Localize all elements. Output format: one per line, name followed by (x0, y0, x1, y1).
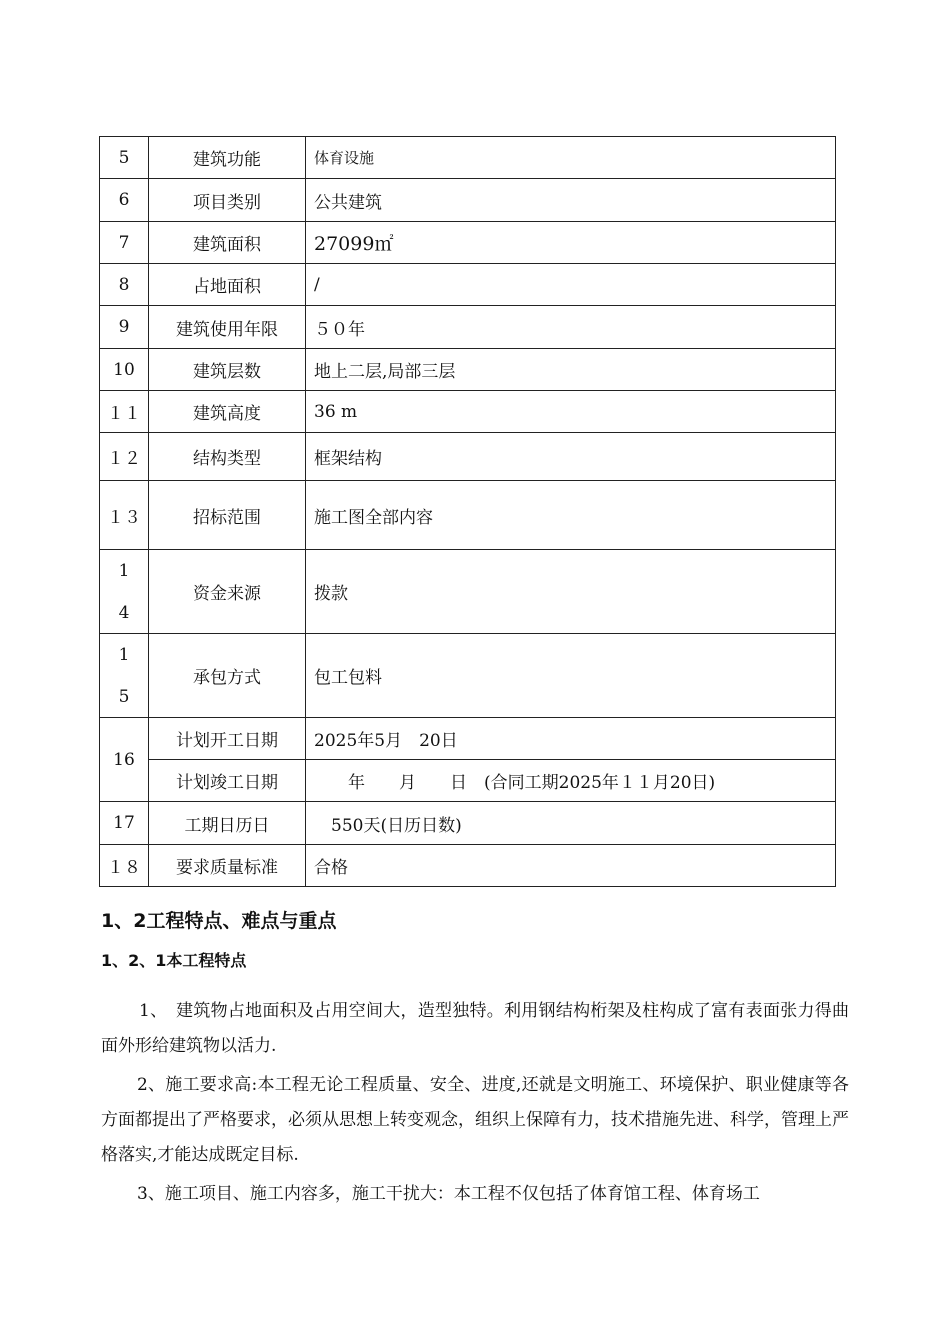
row-label: 建筑高度 (149, 391, 306, 433)
row-number: 6 (100, 179, 149, 222)
row-label: 招标范围 (149, 481, 306, 550)
table-row (100, 391, 836, 433)
table-row (100, 433, 836, 481)
row-number (100, 550, 149, 634)
row-number: １２ (100, 433, 149, 481)
row-number: 17 (100, 802, 149, 845)
table-row (100, 264, 836, 306)
row-label: 计划竣工日期 (149, 760, 306, 802)
row-value: 550天(日历日数) (306, 802, 836, 845)
row-value: ５０年 (306, 306, 836, 349)
table-row (100, 718, 836, 760)
row-label: 承包方式 (149, 634, 306, 718)
subsection-heading: 1、2、1本工程特点 (101, 951, 247, 970)
row-number-bottom: 4 (118, 602, 130, 623)
row-number-top: 1 (118, 644, 130, 665)
table-row (100, 550, 836, 634)
row-label: 建筑功能 (149, 137, 306, 179)
table-row (100, 306, 836, 349)
row-value: 体育设施 (306, 137, 836, 179)
table-row (100, 845, 836, 887)
row-label: 建筑面积 (149, 222, 306, 264)
table-row (100, 760, 836, 802)
row-value: 公共建筑 (306, 179, 836, 222)
row-number: 9 (100, 306, 149, 349)
paragraph: 3、施工项目、施工内容多，施工干扰大：本工程不仅包括了体育馆工程、体育场工 (137, 1184, 760, 1204)
row-number: １３ (100, 481, 149, 550)
row-value: 拨款 (306, 550, 836, 634)
table-row (100, 802, 836, 845)
row-value: 27099㎡ (306, 222, 836, 264)
row-value: 地上二层,局部三层 (306, 349, 836, 391)
row-number: 5 (100, 137, 149, 179)
row-number: 10 (100, 349, 149, 391)
row-number: 7 (100, 222, 149, 264)
row-value: / (306, 264, 836, 306)
row-value: 36 m (306, 391, 836, 433)
table-row (100, 222, 836, 264)
row-label: 建筑使用年限 (149, 306, 306, 349)
table-row (100, 634, 836, 718)
row-label: 计划开工日期 (149, 718, 306, 760)
row-label: 建筑层数 (149, 349, 306, 391)
row-number: 16 (100, 718, 149, 802)
row-number-top: 1 (118, 560, 130, 581)
table-row (100, 179, 836, 222)
row-value: 年 月 日 (合同工期2025年１１月20日) (306, 760, 836, 802)
section-heading: 1、2工程特点、难点与重点 (101, 910, 337, 932)
table-row (100, 481, 836, 550)
row-value: 框架结构 (306, 433, 836, 481)
table-row (100, 349, 836, 391)
row-number-bottom: 5 (118, 686, 130, 707)
row-value: 施工图全部内容 (306, 481, 836, 550)
row-number (100, 634, 149, 718)
row-value: 2025年5月 20日 (306, 718, 836, 760)
row-number: １１ (100, 391, 149, 433)
paragraph: 2、施工要求高:本工程无论工程质量、安全、进度,还就是文明施工、环境保护、职业健康等各方面都提出了严格要求，必须从思想上转变观念，组织上保障有力，技术措施先进、科学，管理上严格落实,才能达成既定目标. (101, 1075, 849, 1165)
row-label: 结构类型 (149, 433, 306, 481)
project-info-table (99, 136, 836, 887)
paragraph: 1、 建筑物占地面积及占用空间大，造型独特。利用钢结构桁架及柱构成了富有表面张力得曲面外形给建筑物以活力. (101, 1001, 849, 1056)
table-row (100, 137, 836, 179)
row-number: １８ (100, 845, 149, 887)
row-label: 要求质量标准 (149, 845, 306, 887)
row-label: 资金来源 (149, 550, 306, 634)
row-value: 包工包料 (306, 634, 836, 718)
row-value: 合格 (306, 845, 836, 887)
row-label: 项目类别 (149, 179, 306, 222)
row-label: 工期日历日 (149, 802, 306, 845)
row-number: 8 (100, 264, 149, 306)
row-label: 占地面积 (149, 264, 306, 306)
